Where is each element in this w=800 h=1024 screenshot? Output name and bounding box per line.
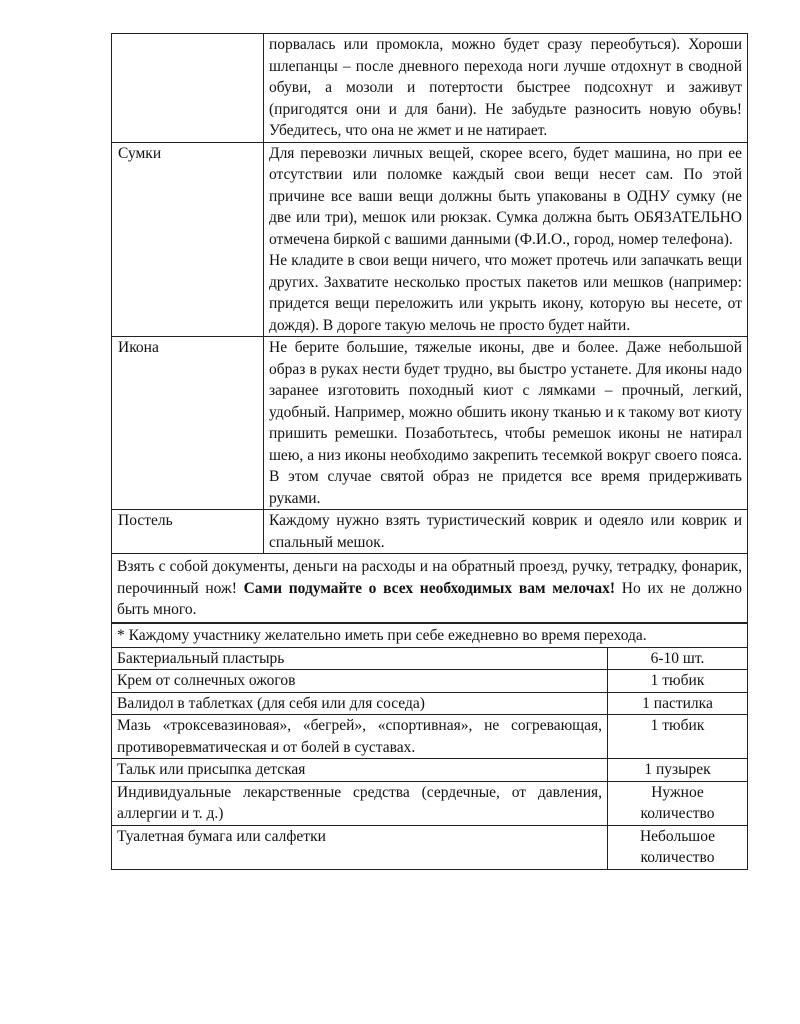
item-name: Тальк или присыпка детская: [112, 759, 608, 782]
first-aid-note: * Каждому участнику желательно иметь при себе ежедневно во время перехода.: [112, 623, 748, 648]
item-qty: 1 тюбик: [608, 670, 748, 693]
document-page: [111, 33, 747, 870]
note-text: Взять с собой документы, деньги на расходы и на обратный проезд, ручку, тетрадку, фонарик, перочинный нож!: [117, 558, 742, 597]
paragraph: порвалась или промокла, можно будет сразу переобуться). Хороши шлепанцы – после дневного перехода ноги лучше отдохнут в сводной обуви, а мозоли и потертости быстрее подсохнут и заживут (пригодятся они и для бани). Не забудьте разносить новую обувь! Убедитесь, что она не жмет и не натирает.: [269, 36, 742, 139]
item-name: Мазь «троксевазиновая», «бегрей», «спортивная», не согревающая, противоревматическая и от болей в суставах.: [112, 715, 608, 759]
row-text: [264, 337, 748, 510]
table-row: [112, 554, 748, 624]
note-text-end: Но их не должно быть много.: [117, 579, 742, 618]
paragraph: Каждому нужно взять туристический коврик и одеяло или коврик и спальный мешок.: [269, 512, 742, 551]
item-qty: Небольшое количество: [608, 825, 748, 869]
row-label: [112, 34, 264, 143]
row-label: Сумки: [112, 142, 264, 337]
table-row: [112, 692, 748, 715]
paragraph: Не кладите в свои вещи ничего, что может протечь или запачкать вещи других. Захватите несколько простых пакетов или мешков (например: придется вещи переложить или укрыть икону, которую вы несете, от дождя). В дороге такую мелочь не просто будет найти.: [269, 252, 742, 334]
documents-note: [112, 554, 748, 624]
table-row: [112, 623, 748, 648]
row-label: Икона: [112, 337, 264, 510]
item-qty: 6-10 шт.: [608, 647, 748, 670]
table-row: [112, 670, 748, 693]
item-name: Крем от солнечных ожогов: [112, 670, 608, 693]
note-bold-text: Сами подумайте о всех необходимых вам мелочах!: [243, 579, 616, 597]
table-row: [112, 34, 748, 143]
first-aid-table: [111, 622, 748, 870]
item-name: Туалетная бумага или салфетки: [112, 825, 608, 869]
table-row: [112, 781, 748, 825]
equipment-table: [111, 33, 748, 624]
table-row: [112, 337, 748, 510]
paragraph: Для перевозки личных вещей, скорее всего, будет машина, но при ее отсутствии или поломке каждый свои вещи несет сам. По этой причине все ваши вещи должны быть упакованы в ОДНУ сумку (не две или три), мешок или рюкзак. Сумка должна быть ОБЯЗАТЕЛЬНО отмечена биркой с вашими данными (Ф.И.О., город, номер телефона).: [269, 144, 742, 248]
table-row: [112, 759, 748, 782]
row-text: [264, 510, 748, 554]
row-label: Постель: [112, 510, 264, 554]
table-row: [112, 825, 748, 869]
table-row: [112, 142, 748, 337]
table-row: [112, 715, 748, 759]
item-qty: Нужное количество: [608, 781, 748, 825]
item-qty: 1 пастилка: [608, 692, 748, 715]
row-text: [264, 142, 748, 337]
item-name: Бактериальный пластырь: [112, 647, 608, 670]
table-row: [112, 510, 748, 554]
item-name: Индивидуальные лекарственные средства (сердечные, от давления, аллергии и т. д.): [112, 781, 608, 825]
row-text: [264, 34, 748, 143]
item-qty: 1 тюбик: [608, 715, 748, 759]
item-qty: 1 пузырек: [608, 759, 748, 782]
table-row: [112, 647, 748, 670]
paragraph: Не берите большие, тяжелые иконы, две и более. Даже небольшой образ в руках нести будет трудно, вы быстро устанете. Для иконы надо заранее изготовить походный киот с лямками – прочный, легкий, удобный. Например, можно обшить икону тканью и к такому вот киоту пришить ремешки. Позаботьтесь, чтобы ремешок иконы не натирал шею, а низ иконы необходимо закрепить тесемкой вокруг своего пояса. В этом случае святой образ не придется все время придерживать руками.: [269, 339, 742, 507]
item-name: Валидол в таблетках (для себя или для соседа): [112, 692, 608, 715]
